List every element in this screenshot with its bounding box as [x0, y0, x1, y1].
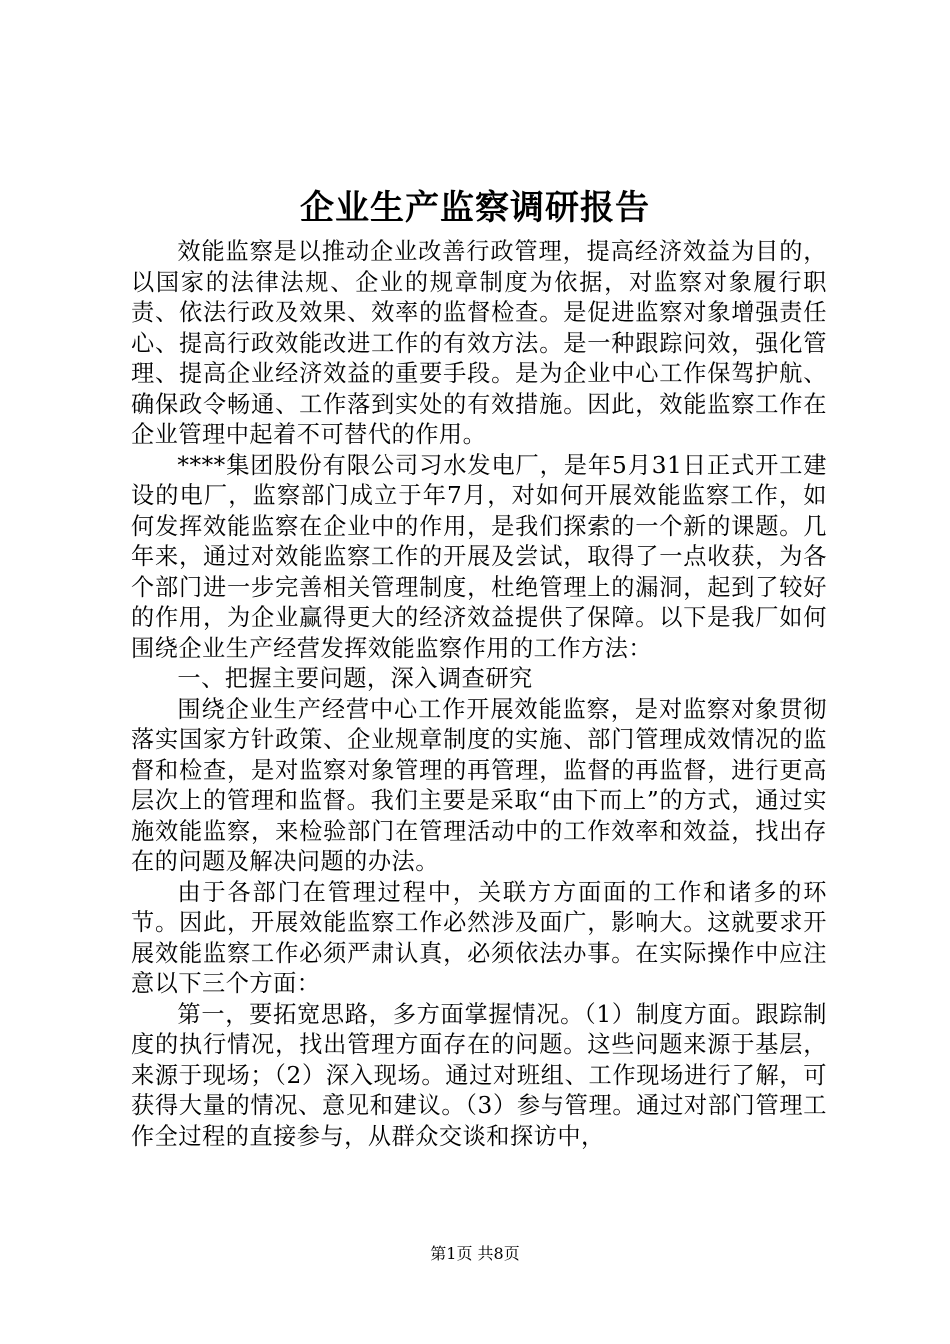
document-title: 企业生产监察调研报告	[300, 188, 650, 228]
paragraph-requirements: 由于各部门在管理过程中，关联方方面面的工作和诸多的环节。因此，开展效能监察工作必然涉及面广，影响大。这就要求开展效能监察工作必须严肃认真，必须依法办事。在实际操作中应注意以下三个方面：	[131, 878, 827, 997]
section-heading-1: 一、把握主要问题，深入调查研究	[177, 665, 533, 692]
document-body	[131, 237, 827, 1152]
paragraph-background: ****集团股份有限公司习水发电厂，是年5月31日正式开工建设的电厂，监察部门成立于年7月，对如何开展效能监察工作，如何发挥效能监察在企业中的作用，是我们探索的一个新的课题。几年来，通过对效能监察工作的开展及尝试，取得了一点收获，为各个部门进一步完善相关管理制度，杜绝管理上的漏洞，起到了较好的作用，为企业赢得更大的经济效益提供了保障。以下是我厂如何围绕企业生产经营发挥效能监察作用的工作方法：	[131, 451, 827, 662]
paragraph-method: 围绕企业生产经营中心工作开展效能监察，是对监察对象贯彻落实国家方针政策、企业规章制度的实施、部门管理成效情况的监督和检查，是对监察对象管理的再管理，监督的再监督，进行更高层次上的管理和监督。我们主要是采取“由下而上”的方式，通过实施效能监察，来检验部门在管理活动中的工作效率和效益，找出存在的问题及解决问题的办法。	[131, 695, 827, 875]
page-number-footer: 第1页 共8页	[430, 1244, 520, 1263]
paragraph-first-point: 第一，要拓宽思路，多方面掌握情况。（1）制度方面。跟踪制度的执行情况，找出管理方面存在的问题。这些问题来源于基层，来源于现场；（2）深入现场。通过对班组、工作现场进行了解，可获得大量的情况、意见和建议。（3）参与管理。通过对部门管理工作全过程的直接参与，从群众交谈和探访中，	[131, 1000, 827, 1150]
paragraph-intro: 效能监察是以推动企业改善行政管理，提高经济效益为目的，以国家的法律法规、企业的规章制度为依据，对监察对象履行职责、依法行政及效果、效率的监督检查。是促进监察对象增强责任心、提高行政效能改进工作的有效方法。是一种跟踪问效，强化管理、提高企业经济效益的重要手段。是为企业中心工作保驾护航、确保政令畅通、工作落到实处的有效措施。因此，效能监察工作在企业管理中起着不可替代的作用。	[131, 238, 827, 448]
